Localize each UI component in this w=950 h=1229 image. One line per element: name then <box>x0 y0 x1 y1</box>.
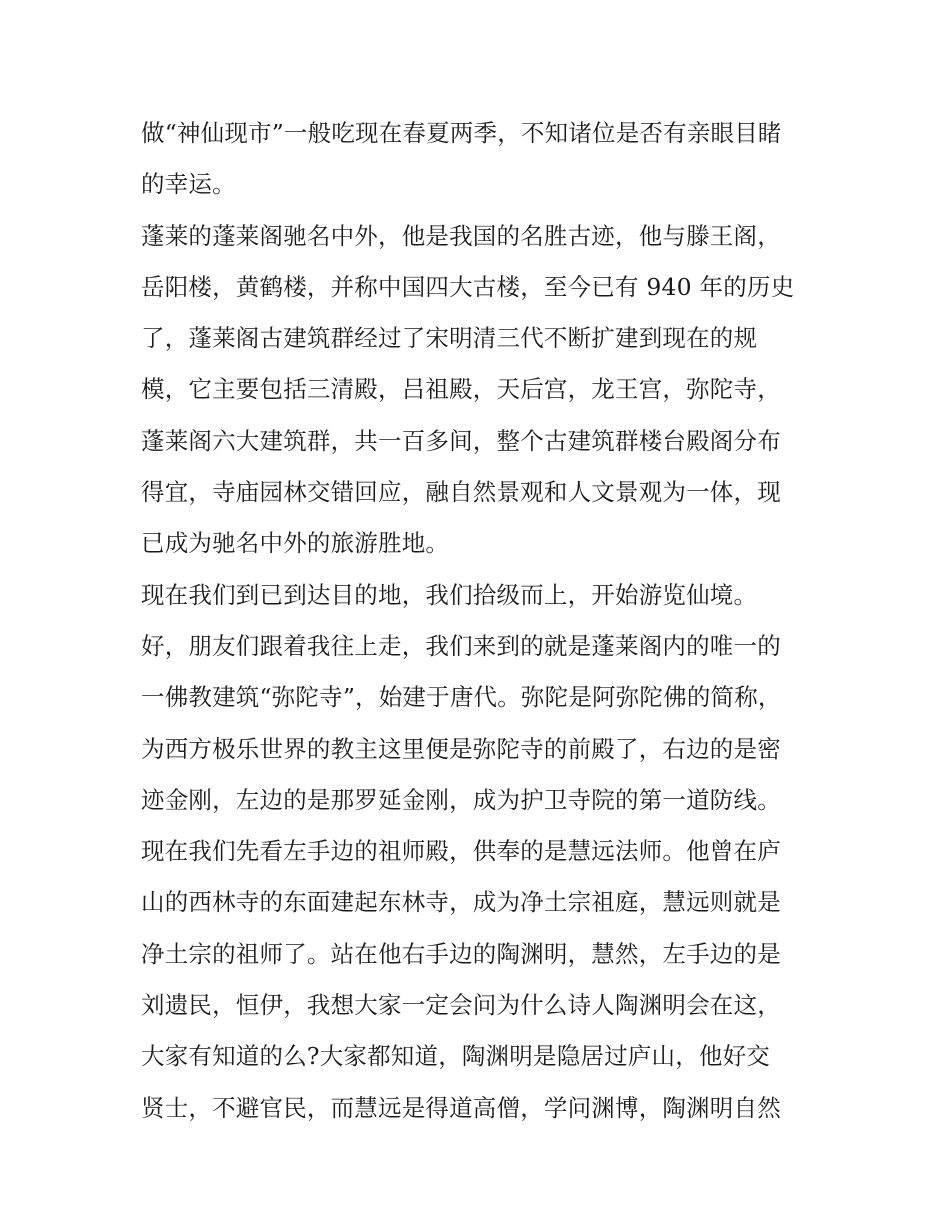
text-line: 为西方极乐世界的教主这里便是弥陀寺的前殿了，右边的是密 <box>141 734 781 763</box>
text-line: 好，朋友们跟着我往上走，我们来到的就是蓬莱阁内的唯一的 <box>141 631 781 660</box>
text-line: 贤士，不避官民，而慧远是得道高僧，学问渊博，陶渊明自然 <box>141 1093 781 1122</box>
body-text <box>141 108 821 1134</box>
text-line: 现在我们到已到达目的地，我们拾级而上，开始游览仙境。 <box>141 580 758 609</box>
text-line: 蓬莱阁六大建筑群，共一百多间，整个古建筑群楼台殿阁分布 <box>141 426 781 455</box>
text-line: 现在我们先看左手边的祖师殿，供奉的是慧远法师。他曾在庐 <box>141 837 781 866</box>
text-line: 一佛教建筑“弥陀寺”，始建于唐代。弥陀是阿弥陀佛的简称， <box>141 683 782 712</box>
text-line: 刘遗民，恒伊，我想大家一定会问为什么诗人陶渊明会在这， <box>141 991 781 1020</box>
text-line: 模，它主要包括三清殿，吕祖殿，天后宫，龙王宫，弥陀寺， <box>141 375 781 404</box>
text-line: 大家有知道的么?大家都知道，陶渊明是隐居过庐山，他好交 <box>141 1042 770 1071</box>
text-line: 了，蓬莱阁古建筑群经过了宋明清三代不断扩建到现在的规 <box>141 324 758 353</box>
text-line: 山的西林寺的东面建起东林寺，成为净土宗祖庭，慧远则就是 <box>141 888 781 917</box>
text-line: 已成为驰名中外的旅游胜地。 <box>141 529 450 558</box>
text-line: 做“神仙现市”一般吃现在春夏两季，不知诸位是否有亲眼目睹 <box>141 119 782 147</box>
text-line: 的幸运。 <box>141 170 236 199</box>
text-line: 得宜，寺庙园林交错回应，融自然景观和人文景观为一体，现 <box>141 478 781 507</box>
text-line: 岳阳楼，黄鹤楼，并称中国四大古楼，至今已有 940 年的历史 <box>141 272 795 301</box>
text-line: 迹金刚，左边的是那罗延金刚，成为护卫寺院的第一道防线。 <box>141 785 781 814</box>
text-line: 净土宗的祖师了。站在他右手边的陶渊明，慧然，左手边的是 <box>141 939 781 968</box>
text-line: 蓬莱的蓬莱阁驰名中外，他是我国的名胜古迹，他与滕王阁， <box>141 221 781 250</box>
